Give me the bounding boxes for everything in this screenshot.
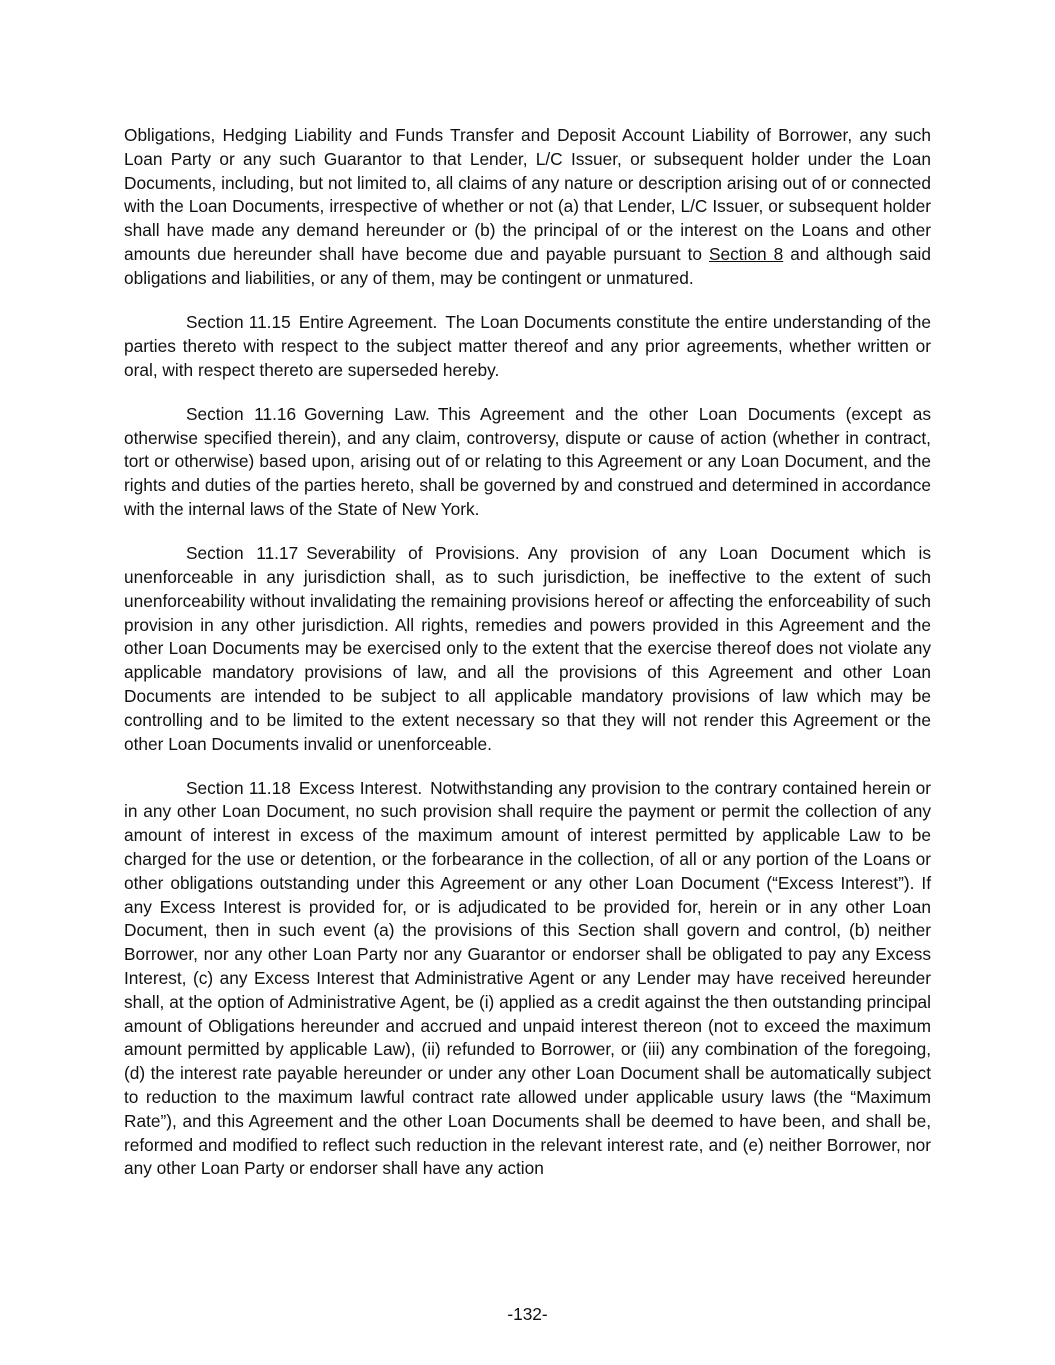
section-11-18-paragraph [124,777,931,1182]
section-number: Section 11.16 [186,403,297,424]
section-heading: Governing Law. [304,403,430,424]
section-heading: Entire Agreement. [298,311,438,332]
page-number: -132- [507,1304,548,1324]
section-11-15-paragraph [124,311,931,382]
section-11-16-paragraph [124,403,931,522]
section-number: Section 11.15 [186,311,291,332]
section-text: Notwithstanding any provision to the contrary contained herein or in any other Loan Document, no such provision shall require the payment or permit the collection of any amount of interest in excess of the maximum amount of interest permitted by applicable Law to be charged for the use or detention, or the forbearance in the collection, of all or any portion of the Loans or other obligations outstanding under this Agreement or any other Loan Document (“Excess Interest”). If any Excess Interest is provided for, or is adjudicated to be provided for, herein or in any other Loan Document, then in such event (a) the provisions of this Section shall govern and control, (b) neither Borrower, nor any other Loan Party nor any Guarantor or endorser shall be obligated to pay any Excess Interest, (c) any Excess Interest that Administrative Agent or any Lender may have received hereunder shall, at the option of Administrative Agent, be (i) applied as a credit against the then outstanding principal amount of Obligations hereunder and accrued and unpaid interest thereon (not to exceed the maximum amount permitted by applicable Law), (ii) refunded to Borrower, or (iii) any combination of the foregoing, (d) the interest rate payable hereunder or under any other Loan Document shall be automatically subject to reduction to the maximum lawful contract rate allowed under applicable usury laws (the “Maximum Rate”), and this Agreement and the other Loan Documents shall be deemed to have been, and shall be, reformed and modified to reflect such reduction in the relevant interest rate, and (e) neither Borrower, nor any other Loan Party or endorser shall have any action [124,777,931,1179]
section-8-cross-reference: Section 8 [709,243,784,264]
continuation-text-start: Obligations, Hedging Liability and Funds Transfer and Deposit Account Liability of Borrower, any such Loan Party or any such Guarantor to that Lender, L/C Issuer, or subsequent holder under the Loan Documents, including, but not limited to, all claims of any nature or description arising out of or connected with the Loan Documents, irrespective of whether or not (a) that Lender, L/C Issuer, or subsequent holder shall have made any demand hereunder or (b) the principal of or the interest on the Loans and other amounts due hereunder shall have become due and payable pursuant to [124,125,931,264]
section-number: Section 11.17 [186,543,299,564]
section-heading: Excess Interest. [298,777,423,798]
section-11-17-paragraph [124,542,931,756]
section-text: Any provision of any Loan Document which is unenforceable in any jurisdiction shall, as to such jurisdiction, be ineffective to the extent of such unenforceability without invalidating the remaining provisions hereof or affecting the enforceability of such provision in any other jurisdiction. All rights, remedies and powers provided in this Agreement and the other Loan Documents may be exercised only to the extent that the exercise thereof does not violate any applicable mandatory provisions of law, and all the provisions of this Agreement and other Loan Documents are intended to be subject to all applicable mandatory provisions of law which may be controlling and to be limited to the extent necessary so that they will not render this Agreement or the other Loan Documents invalid or unenforceable. [124,543,931,754]
section-text: This Agreement and the other Loan Documents (except as otherwise specified therein), and any claim, controversy, dispute or cause of action (whether in contract, tort or otherwise) based upon, arising out of or relating to this Agreement or any Loan Document, and the rights and duties of the parties hereto, shall be governed by and construed and determined in accordance with the internal laws of the State of New York. [124,403,931,519]
continuation-paragraph [124,124,931,291]
section-number: Section 11.18 [186,777,291,798]
continuation-text-end: and although said obligations and liabilities, or any of them, may be contingent or unmatured. [124,243,932,288]
section-text: The Loan Documents constitute the entire understanding of the parties thereto with respect to the subject matter thereof and any prior agreements, whether written or oral, with respect thereto are superseded hereby. [124,311,932,380]
document-body [124,124,931,1202]
section-heading: Severability of Provisions. [306,543,520,564]
